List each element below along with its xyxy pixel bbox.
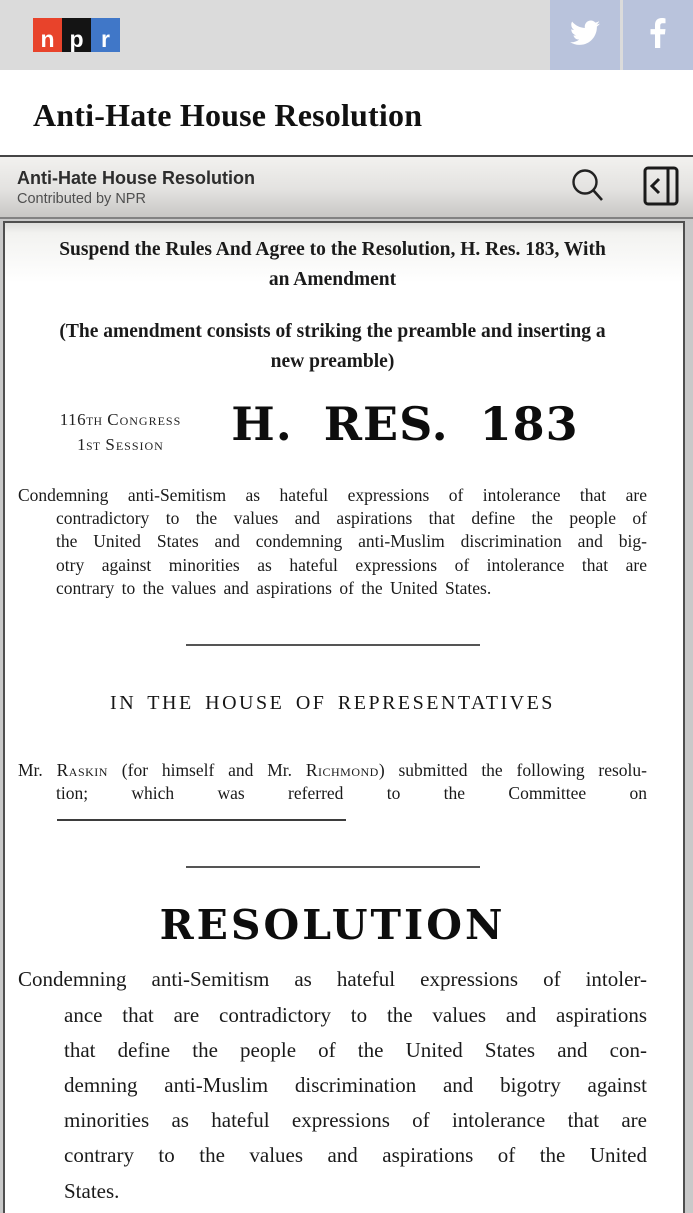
social-share-buttons bbox=[547, 0, 693, 70]
section-divider-rule bbox=[186, 644, 480, 646]
npr-logo[interactable] bbox=[0, 0, 120, 70]
resolution-line: demning anti-Muslim discrimination and bigotry against bbox=[64, 1073, 647, 1098]
preamble-line: otry against minorities as hateful expressions of intolerance that are bbox=[56, 554, 647, 575]
npr-logo-letter-r: r bbox=[91, 18, 120, 52]
resolution-line: Condemning anti-Semitism as hateful expressions of intoler- bbox=[18, 967, 647, 992]
sponsor-paragraph bbox=[18, 759, 647, 821]
session-line: 1ST Session bbox=[77, 435, 164, 454]
congress-session-block bbox=[18, 399, 223, 458]
preamble-line: the United States and condemning anti-Muslim discrimination and big- bbox=[56, 531, 647, 552]
preamble-line: contradictory to the values and aspirations that define the people of bbox=[56, 508, 647, 529]
npr-logo-letter-n: n bbox=[33, 18, 62, 52]
document-page bbox=[3, 221, 685, 1213]
npr-logo-letter-p: p bbox=[62, 18, 91, 52]
congress-line: 116TH Congress bbox=[59, 410, 182, 429]
resolution-line: contrary to the values and aspirations of the United bbox=[64, 1143, 647, 1168]
bill-header-row bbox=[18, 399, 647, 458]
twitter-icon bbox=[570, 20, 600, 51]
viewer-subtitle: Contributed by NPR bbox=[17, 191, 146, 208]
sponsor-line-1: Mr. Raskin (for himself and Mr. Richmond) submitted the following resolu- bbox=[18, 760, 647, 781]
resolution-line: minorities as hateful expressions of intolerance that are bbox=[64, 1108, 647, 1133]
chamber-heading: IN THE HOUSE OF REPRESENTATIVES bbox=[110, 692, 555, 715]
page-title: Anti-Hate House Resolution bbox=[33, 97, 423, 133]
viewer-toolbar-icons bbox=[569, 166, 679, 209]
collapse-left-panel-icon bbox=[643, 166, 679, 209]
resolution-line: that define the people of the United States and con- bbox=[64, 1037, 647, 1062]
facebook-share-button[interactable] bbox=[623, 0, 693, 70]
search-button[interactable] bbox=[569, 167, 605, 208]
resolution-line: ance that are contradictory to the values and aspirations bbox=[64, 1002, 647, 1027]
viewer-title: Anti-Hate House Resolution bbox=[17, 167, 256, 188]
resolution-heading: RESOLUTION bbox=[159, 901, 506, 950]
sponsor-line-2: tion; which was referred to the Committee on bbox=[56, 783, 647, 804]
collapse-panel-button[interactable] bbox=[643, 166, 679, 209]
resolution-paragraph bbox=[18, 962, 647, 1208]
preamble-line: Condemning anti-Semitism as hateful expressions of intolerance that are bbox=[18, 485, 647, 505]
viewer-toolbar bbox=[0, 155, 693, 219]
committee-blank-line bbox=[57, 819, 346, 821]
suspend-rules-heading: Suspend the Rules And Agree to the Resolution, H. Res. 183, With an Amendment bbox=[59, 239, 606, 290]
facebook-icon bbox=[650, 18, 666, 53]
npr-header bbox=[0, 0, 693, 70]
amendment-note: (The amendment consists of striking the preamble and inserting a new preamble) bbox=[59, 321, 606, 372]
resolution-line: States. bbox=[64, 1178, 120, 1203]
preamble-paragraph bbox=[18, 484, 647, 600]
document-viewer[interactable] bbox=[0, 219, 693, 1213]
preamble-line: contrary to the values and aspirations of the United States. bbox=[56, 577, 492, 598]
bill-number: H. RES. 183 bbox=[231, 397, 579, 451]
section-divider-rule bbox=[186, 866, 480, 868]
viewer-toolbar-text bbox=[17, 167, 255, 208]
search-icon bbox=[569, 167, 605, 208]
twitter-share-button[interactable] bbox=[550, 0, 620, 70]
